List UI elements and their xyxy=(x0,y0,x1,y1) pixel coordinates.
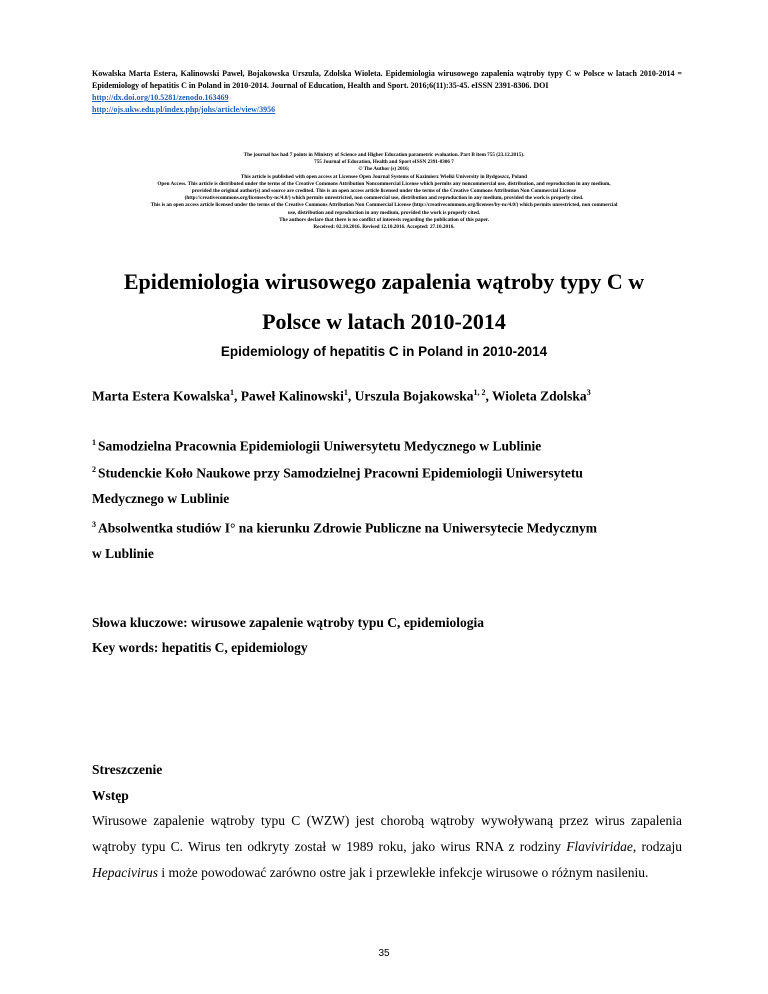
intro-paragraph xyxy=(92,808,682,886)
license-line: Received: 02.10.2016. Revised 12.10.2016. Accepted: 27.10.2016. xyxy=(313,224,455,231)
affiliation-number: 1 xyxy=(92,438,96,447)
intro-text-mid: , rodzaju xyxy=(632,839,682,854)
author-separator: , xyxy=(347,388,355,404)
author-list xyxy=(92,388,692,405)
intro-text-1: Wirusowe zapalenie wątroby typu C (WZW) jest chorobą wątroby wywoływaną przez wirus zapalenia wątroby typu C. Wirus ten odkryty został w 1989 roku, jako wirus RNA z rodziny xyxy=(92,813,682,854)
license-line: This article is published with open access at Licensee Open Journal Systems of Kazimierz Wielki University in Bydgoszcz, Poland xyxy=(240,173,528,180)
license-line: (http://creativecommons.org/licenses/by-nc/4.0/) which permits unrestricted, non commercial use, distribution and reproduction in any medium, provided the work is properly cited. xyxy=(184,195,584,202)
author-affiliation-mark: 1, 2 xyxy=(473,388,486,397)
license-line: 755 Journal of Education, Health and Sport eISSN 2391-8306 7 xyxy=(314,159,454,166)
citation-block xyxy=(92,68,682,116)
affiliation-number: 2 xyxy=(92,465,96,474)
keywords-polish: Słowa kluczowe: wirusowe zapalenie wątroby typu C, epidemiologia xyxy=(92,615,484,630)
keywords-english: Key words: hepatitis C, epidemiology xyxy=(92,640,308,655)
author-name: Urszula Bojakowska xyxy=(354,388,474,404)
license-line: provided the original author(s) and source are credited. This is an open access article licensed under the terms of the Creative Commons Attribution Non Commercial License xyxy=(191,188,577,195)
license-line: This is an open access article licensed under the terms of the Creative Commons Attribution Non Commercial License (http://creativecommons.org/licenses/by-nc/4.0/) which permits unrestricted, non commercial xyxy=(150,202,618,209)
affiliation-text: Samodzielna Pracownia Epidemiologii Uniwersytetu Medycznego w Lublinie xyxy=(98,438,542,454)
affiliation-text: Absolwentka studiów I° na kierunku Zdrowie Publiczne na Uniwersytecie Medycznym xyxy=(98,520,598,536)
affiliation-1 xyxy=(92,430,692,459)
intro-heading: Wstęp xyxy=(92,788,129,803)
author-name: Paweł Kalinowski xyxy=(240,388,344,404)
author-affiliation-mark: 1 xyxy=(229,388,234,397)
page-number: 35 xyxy=(378,948,390,959)
license-line: use, distribution and reproduction in any medium, provided the work is properly cited. xyxy=(287,209,481,216)
virus-genus: Hepacivirus xyxy=(92,865,158,880)
affiliation-3 xyxy=(92,512,692,566)
affiliation-text-cont: Medycznego w Lublinie xyxy=(92,490,230,506)
license-line: The journal has had 7 points in Ministry of Science and Higher Education parametric evaluation. Part B item 755 (23.12.2015). xyxy=(243,152,525,158)
title-line-1: Epidemiologia wirusowego zapalenia wątroby typy C w xyxy=(123,269,645,294)
license-line: The authors declare that there is no conflict of interests regarding the publication of this paper. xyxy=(279,216,489,223)
license-line: Open Access. This article is distributed under the terms of the Creative Commons Attribution Noncommercial License which permits any noncommercial use, distribution, and reproduction in any medium, xyxy=(157,180,611,187)
author-affiliation-mark: 3 xyxy=(586,388,591,397)
article-url-link[interactable]: http://ojs.ukw.edu.pl/index.php/johs/article/view/3956 xyxy=(92,105,276,114)
author-affiliation-mark: 1 xyxy=(343,388,348,397)
author-name: Wioleta Zdolska xyxy=(492,388,587,404)
affiliation-2 xyxy=(92,457,692,511)
abstract-heading: Streszczenie xyxy=(92,762,163,777)
article-title xyxy=(60,262,708,342)
citation-text: Kowalska Marta Estera, Kalinowski Paweł, Bojakowska Urszula, Zdolska Wioleta. Epidemiologia wirusowego zapalenia wątroby typy C w Polsce w latach 2010-2014 = Epidemiology of hepatitis C in Poland in 2010-2014. Journal of Education, Health and Sport. 2016;6(11):35-45. eISSN 2391-8306. DOI xyxy=(92,69,682,90)
virus-family: Flaviviridae xyxy=(566,839,633,854)
affiliation-number: 3 xyxy=(92,520,96,529)
license-line: © The Author (s) 2016; xyxy=(358,166,410,173)
affiliation-text-cont: w Lublinie xyxy=(92,545,154,561)
author-separator: , xyxy=(233,388,241,404)
affiliation-text: Studenckie Koło Naukowe przy Samodzielnej Pracowni Epidemiologii Uniwersytetu xyxy=(98,465,583,481)
author-name: Marta Estera Kowalska xyxy=(92,388,230,404)
doi-link[interactable]: http://dx.doi.org/10.5281/zenodo.163469 xyxy=(92,93,229,102)
intro-text-2: i może powodować zarówno ostre jak i przewlekłe infekcje wirusowe o różnym nasileniu. xyxy=(157,865,649,880)
title-line-2: Polsce w latach 2010-2014 xyxy=(262,309,506,334)
license-block xyxy=(66,152,702,231)
article-subtitle: Epidemiology of hepatitis C in Poland in 2010-2014 xyxy=(220,344,548,359)
author-separator: , xyxy=(485,388,493,404)
keywords-block xyxy=(92,610,484,660)
